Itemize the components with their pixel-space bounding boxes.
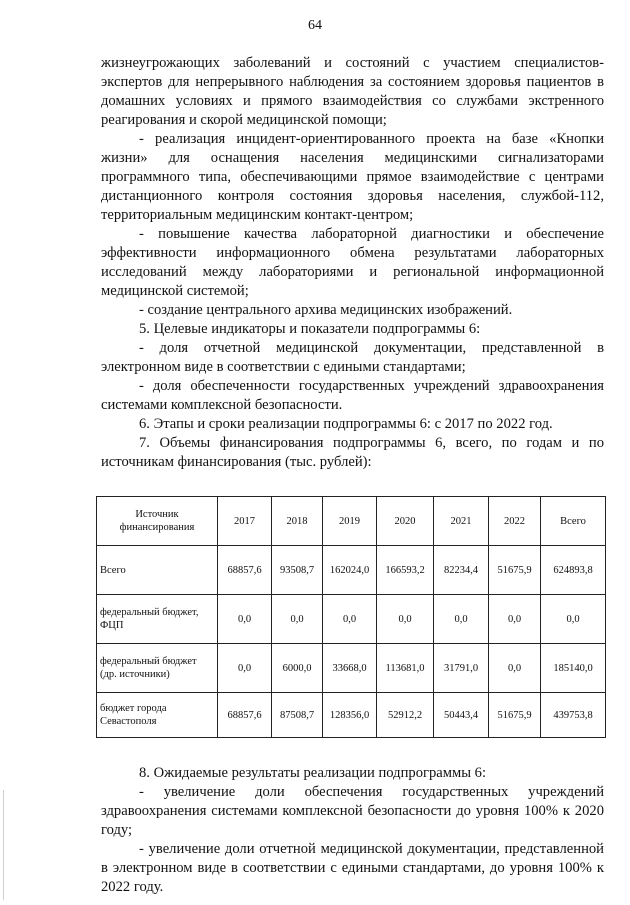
table-cell: 68857,6: [218, 693, 272, 738]
paragraph-archive: - создание центрального архива медицинских изображений.: [139, 302, 513, 318]
header-2021: 2021: [434, 497, 489, 546]
table-cell: 50443,4: [434, 693, 489, 738]
table-cell: 166593,2: [377, 546, 434, 595]
table-cell: 87508,7: [272, 693, 323, 738]
paragraph-lab-diagnostics: - повышение качества лабораторной диагностики и обеспечение эффективности информационного обмена результатами лабораторных исследований между лабораториями и региональной информационной медицинской системой;: [101, 226, 604, 299]
table-cell: 0,0: [541, 595, 606, 644]
table-cell-source: федеральный бюджет, ФЦП: [97, 595, 218, 644]
section-5-heading: 5. Целевые индикаторы и показатели подпрограммы 6:: [139, 321, 481, 337]
table-cell-source: федеральный бюджет (др. источники): [97, 644, 218, 693]
header-2018: 2018: [272, 497, 323, 546]
table-cell: 68857,6: [218, 546, 272, 595]
table-cell: 624893,8: [541, 546, 606, 595]
scan-margin-line: [3, 790, 4, 900]
section-6-heading: 6. Этапы и сроки реализации подпрограммы 6: с 2017 по 2022 год.: [139, 416, 553, 432]
table-cell: 6000,0: [272, 644, 323, 693]
paragraph-knopka-zhizni: - реализация инцидент-ориентированного проекта на базе «Кнопки жизни» для оснащения населения медицинскими сигнализаторами программного типа, обеспечивающими прямое взаимодействие с центрами дистанционного контроля состояния здоровья населения, службой-112, территориальным медицинским контакт-центром;: [101, 131, 604, 223]
header-2020: 2020: [377, 497, 434, 546]
table-cell: 0,0: [272, 595, 323, 644]
table-cell: 93508,7: [272, 546, 323, 595]
table-cell: 0,0: [218, 644, 272, 693]
table-cell: 51675,9: [489, 546, 541, 595]
section-7-heading: 7. Объемы финансирования подпрограммы 6, всего, по годам и по источникам финансирования (тыс. рублей):: [101, 435, 604, 470]
table-row: [97, 595, 606, 644]
table-cell: 31791,0: [434, 644, 489, 693]
table-cell: 51675,9: [489, 693, 541, 738]
header-2017: 2017: [218, 497, 272, 546]
table-header-row: [97, 497, 606, 546]
result-security: - увеличение доли обеспечения государственных учреждений здравоохранения системами комплексной безопасности до уровня 100% к 2020 году;: [101, 784, 604, 838]
table-cell: 0,0: [218, 595, 272, 644]
table-cell: 0,0: [489, 644, 541, 693]
table-cell: 162024,0: [323, 546, 377, 595]
table-cell: 33668,0: [323, 644, 377, 693]
section-8-heading: 8. Ожидаемые результаты реализации подпрограммы 6:: [139, 765, 487, 781]
table-cell: 0,0: [323, 595, 377, 644]
table-cell: 82234,4: [434, 546, 489, 595]
header-source: Источник финансирования: [97, 497, 218, 546]
table-cell: 439753,8: [541, 693, 606, 738]
table-cell-source: бюджет города Севастополя: [97, 693, 218, 738]
table-row: [97, 644, 606, 693]
table-cell: 128356,0: [323, 693, 377, 738]
financing-table: [96, 496, 606, 738]
expected-results-section: [101, 764, 604, 897]
result-documentation: - увеличение доли отчетной медицинской документации, представленной в электронном виде в соответствии с едиными стандартами, до уровня 100% к 2022 году.: [101, 841, 604, 895]
indicator-security: - доля обеспеченности государственных учреждений здравоохранения системами комплексной безопасности.: [101, 378, 604, 413]
table-cell: 0,0: [434, 595, 489, 644]
table-cell: 52912,2: [377, 693, 434, 738]
table-cell: 185140,0: [541, 644, 606, 693]
table-cell: 113681,0: [377, 644, 434, 693]
table-cell-source: Всего: [97, 546, 218, 595]
indicator-documentation: - доля отчетной медицинской документации, представленной в электронном виде в соответствии с едиными стандартами;: [101, 340, 604, 375]
header-total: Всего: [541, 497, 606, 546]
table-row: [97, 693, 606, 738]
financing-table-wrap: [96, 496, 605, 738]
table-cell: 0,0: [489, 595, 541, 644]
paragraph-continuation: жизнеугрожающих заболеваний и состояний с участием специалистов-экспертов для непрерывного наблюдения за состоянием здоровья пациентов в домашних условиях и прямого взаимодействия со службами экстренного реагирования и скорой медицинской помощи;: [101, 55, 604, 128]
document-body: [101, 54, 604, 897]
page-number: 64: [308, 18, 322, 33]
table-row: [97, 546, 606, 595]
header-2019: 2019: [323, 497, 377, 546]
header-2022: 2022: [489, 497, 541, 546]
table-cell: 0,0: [377, 595, 434, 644]
